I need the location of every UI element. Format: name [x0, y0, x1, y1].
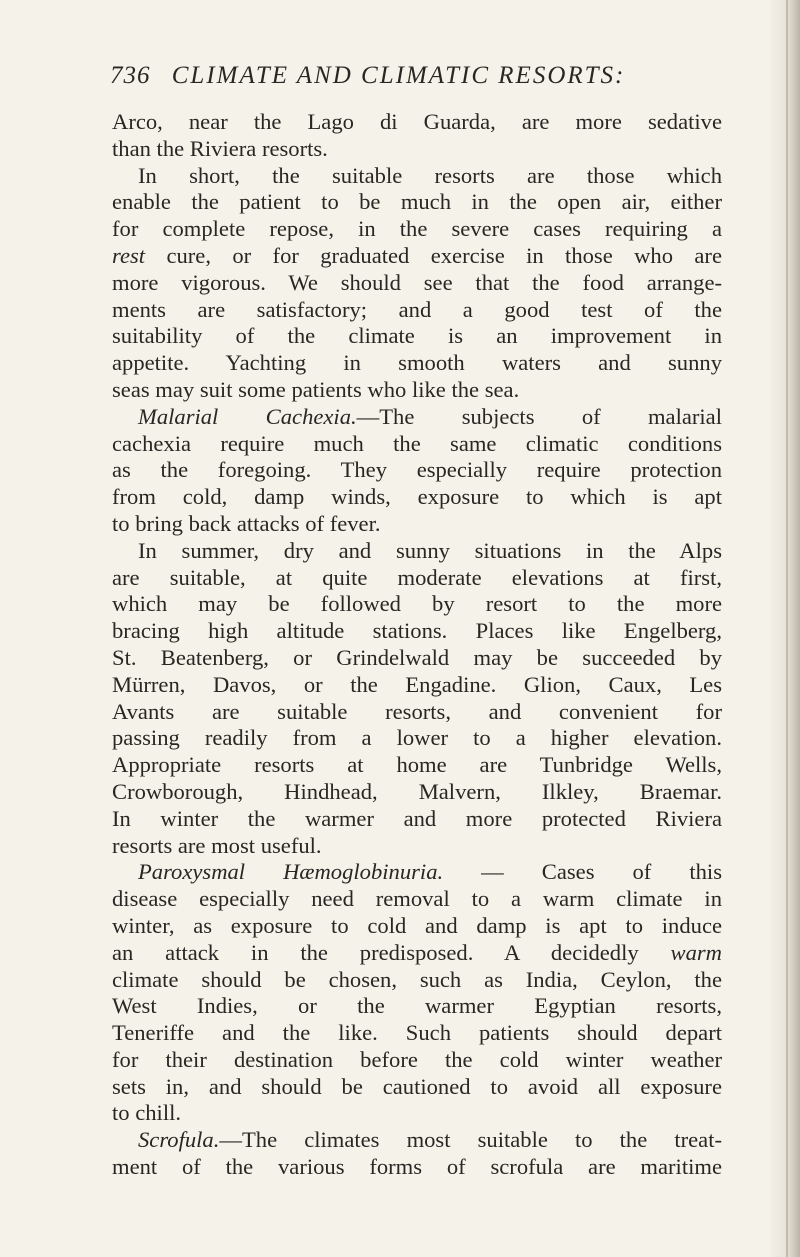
page-edge-line [786, 0, 788, 1257]
text-run: In summer, dry and sunny situations in the Alps [138, 537, 722, 563]
page-edge [770, 0, 800, 1257]
text-line [112, 136, 722, 163]
text-line [112, 645, 722, 672]
text-run: bracing high altitude stations. Places like Engelberg, [112, 618, 722, 644]
text-run: Teneriffe and the like. Such patients should depart [112, 1020, 722, 1046]
text-run: St. Beatenberg, or Grindelwald may be succeeded by [112, 644, 722, 670]
text-run: winter, as exposure to cold and damp is apt to induce [112, 912, 722, 938]
text-line [112, 484, 722, 511]
text-line [112, 538, 722, 565]
text-run: passing readily from a lower to a higher elevation. [112, 725, 722, 751]
text-line [112, 752, 722, 779]
text-line [112, 725, 722, 752]
text-run: In winter the warmer and more protected Riviera [112, 805, 722, 831]
text-run: to chill. [112, 1100, 182, 1126]
text-run: seas may suit some patients who like the sea. [112, 376, 520, 402]
text-line [112, 940, 722, 967]
text-line [112, 1100, 722, 1127]
text-line [112, 350, 722, 377]
text-run: as the foregoing. They especially require protection [112, 457, 722, 483]
text-run: —The climates most suitable to the treat- [219, 1127, 722, 1153]
text-line [112, 377, 722, 404]
text-run: — Cases of this [443, 859, 722, 885]
text-run: are suitable, at quite moderate elevations at first, [112, 564, 722, 590]
text-run: resorts are most useful. [112, 832, 322, 858]
text-line [112, 431, 722, 458]
italic-text: rest [112, 242, 146, 268]
text-run: for their destination before the cold winter weather [112, 1046, 722, 1072]
text-line [112, 806, 722, 833]
text-run: West Indies, or the warmer Egyptian resorts, [112, 993, 722, 1019]
italic-text: Paroxysmal Hæmoglobinuria. [138, 859, 444, 885]
text-run: disease especially need removal to a warm climate in [112, 886, 722, 912]
italic-text: Malarial Cachexia. [138, 403, 357, 429]
text-run: Avants are suitable resorts, and convenient for [112, 698, 722, 724]
text-line [112, 672, 722, 699]
page-number: 736 [110, 62, 151, 89]
text-line [112, 1154, 722, 1181]
text-run: Appropriate resorts at home are Tunbridge Wells, [112, 752, 722, 778]
text-run: to bring back attacks of fever. [112, 510, 381, 536]
text-line [112, 189, 722, 216]
text-line [112, 591, 722, 618]
text-run: —The subjects of malarial [356, 403, 722, 429]
text-run: appetite. Yachting in smooth waters and sunny [112, 350, 722, 376]
text-run: from cold, damp winds, exposure to which is apt [112, 484, 722, 510]
body-text [112, 109, 722, 1181]
text-line [112, 109, 722, 136]
text-line [112, 859, 722, 886]
text-run: climate should be chosen, such as India, Ceylon, the [112, 966, 722, 992]
text-run: for complete repose, in the severe cases requiring a [112, 216, 722, 242]
text-line [112, 565, 722, 592]
text-line [112, 618, 722, 645]
text-run: suitability of the climate is an improvement in [112, 323, 722, 349]
text-run: which may be followed by resort to the more [112, 591, 722, 617]
text-line [112, 886, 722, 913]
text-line [112, 699, 722, 726]
text-line [112, 216, 722, 243]
text-line [112, 511, 722, 538]
text-run: an attack in the predisposed. A decidedly [112, 939, 671, 965]
text-line [112, 1074, 722, 1101]
text-line [112, 457, 722, 484]
text-run: Crowborough, Hindhead, Malvern, Ilkley, Braemar. [112, 778, 722, 804]
text-run: more vigorous. We should see that the food arrange- [112, 269, 722, 295]
text-line [112, 779, 722, 806]
text-run: cure, or for graduated exercise in those who are [145, 242, 722, 268]
italic-text: warm [670, 939, 722, 965]
text-line [112, 270, 722, 297]
text-run: cachexia require much the same climatic conditions [112, 430, 722, 456]
text-line [112, 1047, 722, 1074]
italic-text: Scrofula. [138, 1127, 220, 1153]
text-line [112, 297, 722, 324]
text-run: ments are satisfactory; and a good test of the [112, 296, 722, 322]
text-run: Arco, near the Lago di Guarda, are more sedative [112, 109, 722, 134]
text-line [112, 404, 722, 431]
running-head [110, 62, 730, 90]
text-line [112, 243, 722, 270]
running-title: CLIMATE AND CLIMATIC RESORTS: [171, 62, 626, 89]
text-line [112, 163, 722, 190]
text-line [112, 967, 722, 994]
text-line [112, 323, 722, 350]
text-line [112, 913, 722, 940]
text-run: Mürren, Davos, or the Engadine. Glion, Caux, Les [112, 671, 722, 697]
text-line [112, 833, 722, 860]
text-line [112, 1020, 722, 1047]
text-run: sets in, and should be cautioned to avoid all exposure [112, 1073, 722, 1099]
text-run: enable the patient to be much in the open air, either [112, 189, 722, 215]
text-line [112, 1127, 722, 1154]
text-line [112, 993, 722, 1020]
text-run: ment of the various forms of scrofula are maritime [112, 1154, 722, 1180]
text-run: than the Riviera resorts. [112, 135, 328, 161]
text-run: In short, the suitable resorts are those which [138, 162, 722, 188]
